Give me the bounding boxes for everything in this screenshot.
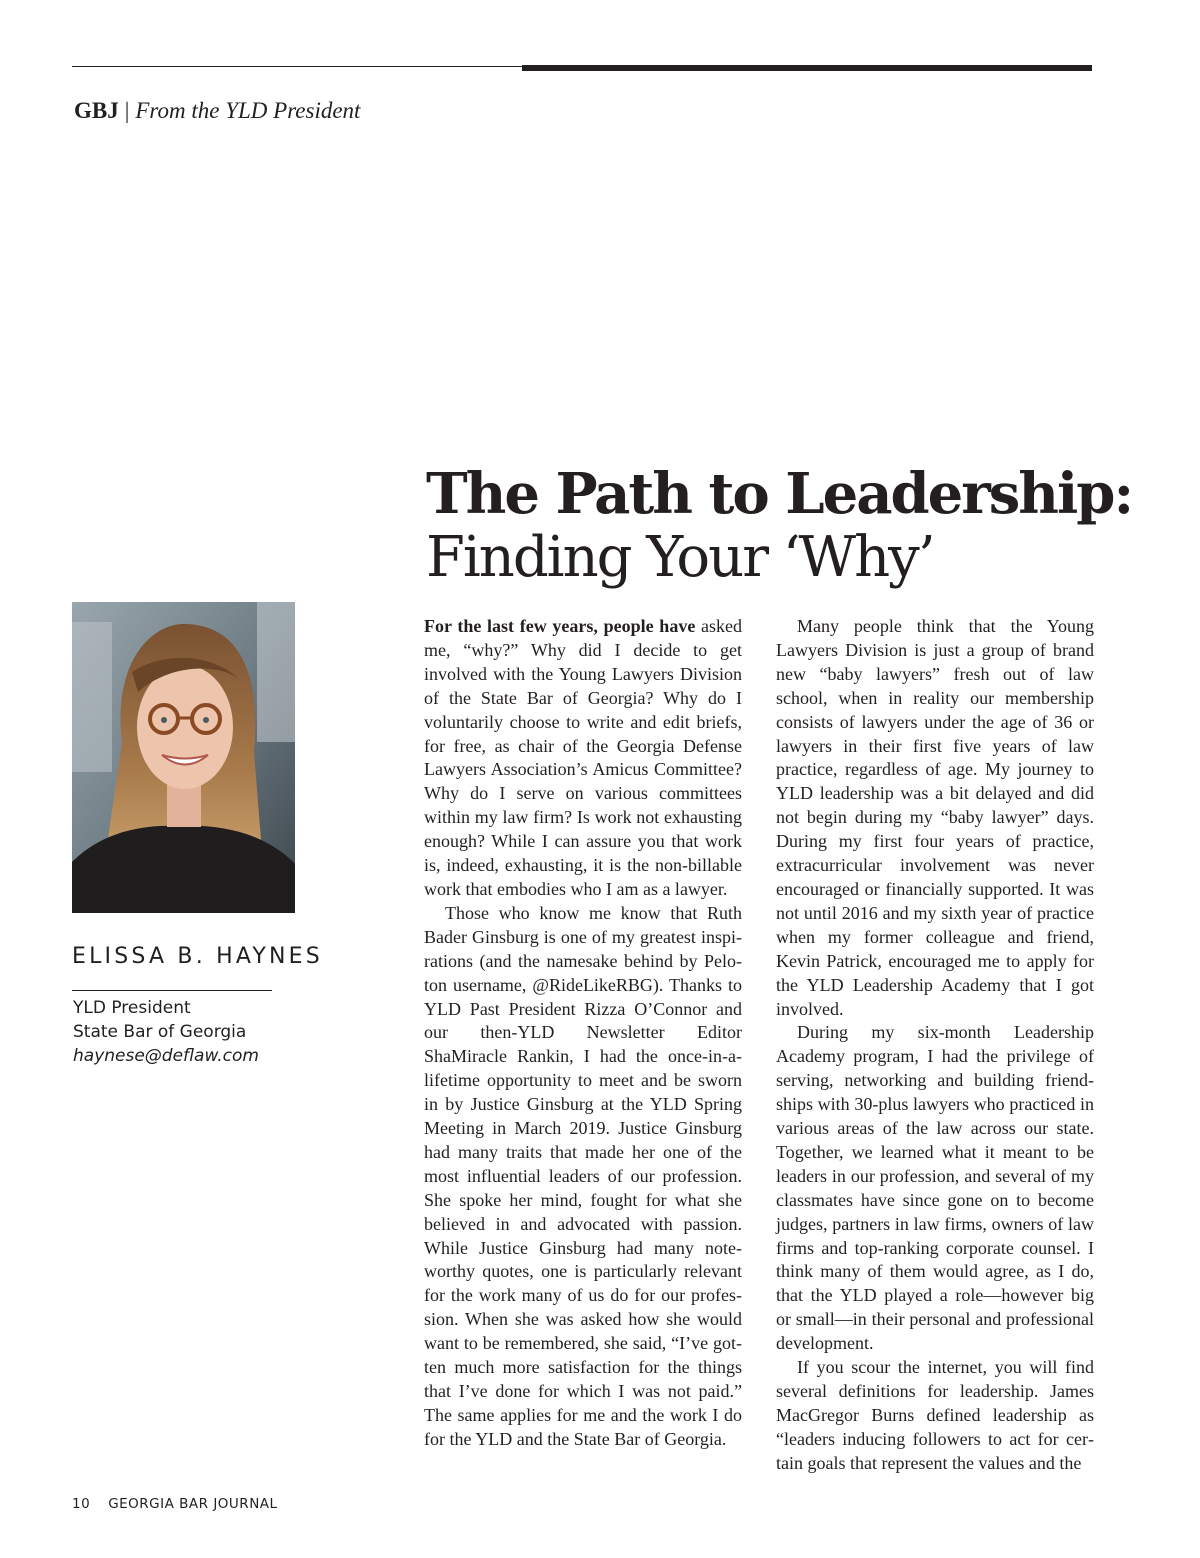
page-number: 10: [72, 1496, 91, 1512]
paragraph: During my six-month Leadership Academy program, I had the privilege of serving, networking and building friendships with 30-plus lawyers who practiced in various areas of the law across our state. Together, we learned what it meant to be leaders in our profession, and several of my classmates have since gone on to become judges, partners in law firms, owners of law firms and top-ranking corporate counsel. I think many of them would agree, as I do, that the YLD played a role—however big or small—in their personal and professional development.: [776, 1022, 1094, 1354]
author-role: YLD President: [73, 998, 191, 1018]
lead-in-text: For the last few years, people have: [424, 616, 696, 636]
header-thin-rule: [72, 66, 524, 67]
author-email[interactable]: haynese@deflaw.com: [73, 1046, 259, 1066]
running-header: [74, 96, 360, 126]
publication-abbrev: GBJ: [74, 98, 119, 123]
page-footer: [72, 1496, 278, 1512]
title-line-1: The Path to Leadership:: [426, 461, 1133, 527]
author-name: ELISSA B. HAYNES: [72, 944, 323, 969]
author-divider: [72, 990, 272, 991]
section-name: From the YLD President: [135, 98, 361, 123]
paragraph: Many people think that the Young Lawyers Division is just a group of brand new “baby lawyers” fresh out of law school, when in reality our membership consists of lawyers under the age of 36 or lawyers in their first five years of law practice, regardless of age. My journey to YLD leadership was a bit delayed and did not begin during my “baby lawyer” days. During my first four years of practice, extracurricular involvement was never encouraged or financially supported. It was not until 2016 and my sixth year of practice when my former colleague and friend, Kevin Patrick, encouraged me to apply for the YLD Leadership Academy that I got involved.: [776, 616, 1094, 1019]
article-title: [426, 461, 1133, 590]
article-column-2: [776, 615, 1094, 1476]
paragraph: Those who know me know that Ruth Bader Ginsburg is one of my greatest inspirations (and the namesake behind by Peloton username, @RideLikeRBG). Thanks to YLD Past President Rizza O’Connor and our then-YLD Newsletter Editor ShaMiracle Rankin, I had the once-in-a-lifetime opportunity to meet and be sworn in by Justice Ginsburg at the YLD Spring Meeting in March 2019. Justice Ginsburg had many traits that made her one of the most influential leaders of our profession. She spoke her mind, fought for what she believed in and advocated with passion. While Justice Ginsburg had many noteworthy quotes, one is particularly relevant for the work many of us do for our profession. When she was asked how she would want to be remembered, she said, “I’ve gotten much more satisfaction for the things that I’ve done for which I was not paid.” The same applies for me and the work I do for the YLD and the State Bar of Georgia.: [424, 902, 742, 1449]
article-column-1: [424, 615, 742, 1452]
paragraph: If you scour the internet, you will find several definitions for leadership. James MacGregor Burns defined leadership as “leaders inducing followers to act for certain goals that represent the values and the: [776, 1357, 1094, 1473]
author-photo: [72, 602, 295, 913]
header-thick-rule: [522, 65, 1092, 71]
title-line-2: Finding Your ‘Why’: [426, 525, 934, 590]
paragraph-text: asked me, “why?” Why did I decide to get involved with the Young Lawyers Division of the State Bar of Georgia? Why do I voluntarily choose to write and edit briefs, for free, as chair of the Georgia Defense Lawyers Association’s Amicus Committee? Why do I serve on various committees within my law firm? Is work not exhausting enough? While I can assure you that work is, indeed, exhausting, it is the non-billable work that embodies who I am as a lawyer.: [424, 616, 742, 899]
author-organization: State Bar of Georgia: [73, 1022, 247, 1042]
author-details: [73, 996, 259, 1068]
header-separator: |: [124, 98, 130, 123]
paragraph: [424, 615, 742, 902]
journal-name: GEORGIA BAR JOURNAL: [108, 1496, 278, 1512]
